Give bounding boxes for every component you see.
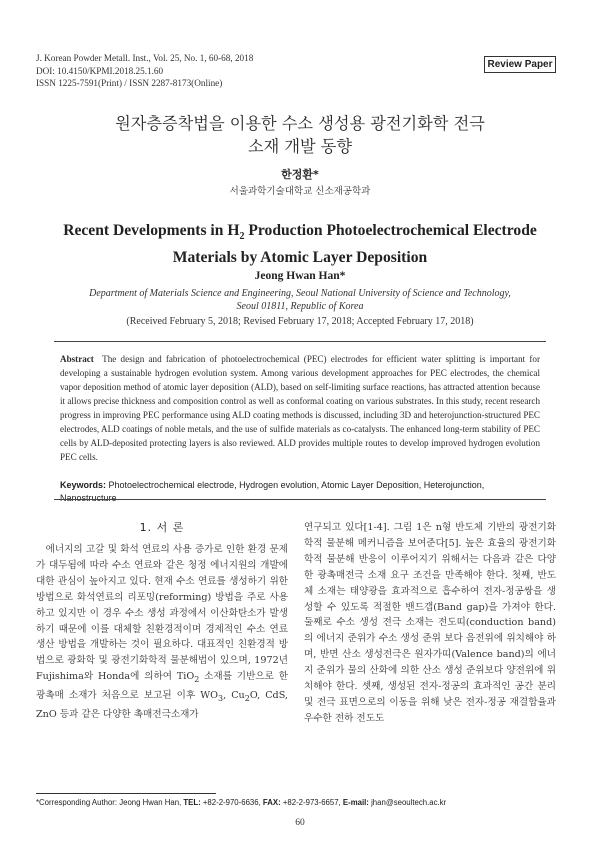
section-heading-introduction: 1. 서 론 (139, 521, 185, 534)
tio2-subscript: 2 (194, 675, 200, 685)
page-number: 60 (295, 818, 305, 828)
abstract (60, 352, 540, 464)
tel-value: +82-2-970-6636, (200, 798, 263, 807)
intro-text: 에너지의 고갈 및 화석 연료의 사용 증가로 인한 환경 문제가 대두됨에 따라 수소 연료와 같은 청정 에너지원의 개발에 대한 관심이 높아지고 있다. 현재 수소 연료를 생성하기 위한 방법으로 화석연료의 리포밍(reforming) 방법을 주로 사용하고 있지만 이 경우 수소 생성 과정에서 이산화탄소가 발생하기 때문에 이를 대체할 친환경적이며 경제적인 수소 연료 생산 방법을 개발하는 것이 필요하다. 대표적인 친환경적 방법으로 광화학 및 광전기화학적 물분해법이 있으며, 1972년 Fujishima와 Honda에 의하여 TiO (36, 544, 288, 683)
affiliation-line1: Department of Materials Science and Engineering, Seoul National University of Science and Technology, (89, 288, 511, 299)
abstract-top-rule (54, 341, 546, 342)
wo3-subscript: 3 (218, 693, 224, 703)
korean-title-line2: 소재 개발 동향 (247, 137, 353, 156)
abstract-text: The design and fabrication of photoelectrochemical (PEC) electrodes for efficient water splitting is important for developing a sustainable hydrogen evolution system. Among various development approaches for PEC electrodes, the chemical vapor deposition method of atomic layer deposition (ALD), based on self-limiting surface reactions, has attracted attention because it allows precise thickness and composition control as well as conformal coating on various substrates. In this study, recent research progress in improving PEC performance using ALD coating methods is discussed, including 3D and heterojunction-structured PEC electrodes, ALD coatings of noble metals, and the use of sulfide materials as co-catalysts. The enhanced long-term stability of PEC cells by ALD-deposited protecting layers is also reviewed. ALD provides multiple routes to develop improved hydrogen evolution PEC cells. (60, 354, 540, 462)
email-value: jhan@seoultech.ac.kr (368, 798, 447, 807)
corresponding-author-footnote (36, 798, 446, 807)
issn: ISSN 1225-7591(Print) / ISSN 2287-8173(Online) (36, 78, 223, 88)
h2-subscript: 2 (239, 231, 245, 243)
footnote-prefix: *Corresponding Author: Jeong Hwan Han, (36, 798, 184, 807)
affiliation-line2: Seoul 01811, Republic of Korea (236, 301, 364, 312)
keywords-text: Photoelectrochemical electrode, Hydrogen evolution, Atomic Layer Deposition, Heterojunction, Nanostructure (60, 480, 485, 503)
korean-affiliation: 서울과학기술대학교 신소재공학과 (229, 186, 371, 197)
right-column-text: 연구되고 있다[1-4]. 그림 1은 n형 반도체 기반의 광전기화학적 물분해 메커니즘을 보여준다[5]. 높은 효율의 광전기화학적 물분해 반응이 이루어지기 위해서는 다음과 같은 다양한 광촉매전극 소재 요구 조건을 만족해야 한다. 첫째, 반도체 소재는 태양광을 효과적으로 흡수하여 전자-정공쌍을 생성할 수 있도록 적절한 밴드갭(Band gap)을 가져야 한다. 둘째로 수소 생성 전극 소재는 전도띠(conduction band)의 에너지 준위가 수소 생성 준위 보다 음전위에 위치해야 하며, 반면 산소 생성전극은 원자가띠(Valence band)의 에너지 준위가 물의 산화에 의한 산소 생성 준위보다 양전위에 위치해야 한다. 셋째, 생성된 전자-정공의 효과적인 공간 분리 및 전극 표면으로의 이동을 위해 낮은 전자-정공 재결합율과 우수한 전하 전도도 (304, 522, 556, 724)
right-column (304, 520, 556, 727)
english-title-part2: Production Photoelectrochemical Electrode (244, 222, 537, 239)
keywords (60, 479, 540, 505)
intro-text-tail: O, CdS, ZnO 등과 같은 다양한 촉매전극소재가 (36, 690, 288, 720)
abstract-label: Abstract (60, 354, 94, 364)
left-column (36, 542, 288, 723)
journal-citation: J. Korean Powder Metall. Inst., Vol. 25, No. 1, 60-68, 2018 (36, 53, 254, 63)
intro-text-cont: 소재를 기반으로 한 광촉매 소재가 처음으로 보고된 이후 WO (36, 671, 288, 702)
cu2o-subscript: 2 (244, 693, 250, 703)
received-dates: (Received February 5, 2018; Revised February 17, 2018; Accepted February 17, 2018) (126, 316, 474, 327)
keywords-label: Keywords: (60, 480, 107, 490)
english-title-line1 (30, 220, 570, 247)
review-paper-badge: Review Paper (484, 56, 556, 73)
abstract-bottom-rule (54, 499, 546, 500)
cu-text: , Cu (223, 690, 245, 702)
english-title-line2: Materials by Atomic Layer Deposition (172, 249, 428, 267)
korean-title-line1: 원자층증착법을 이용한 수소 생성용 광전기화학 전극 (115, 114, 485, 133)
email-label: E-mail: (342, 798, 369, 807)
english-author: Jeong Hwan Han* (254, 270, 346, 282)
english-title (30, 220, 570, 268)
english-affiliation (40, 287, 560, 313)
fax-value: +82-2-973-6657, (280, 798, 343, 807)
intro-paragraph (36, 542, 288, 723)
journal-meta (36, 52, 253, 90)
tel-label: TEL: (183, 798, 201, 807)
footnote-rule (36, 793, 216, 794)
english-title-part1: Recent Developments in H (63, 222, 240, 239)
korean-title (40, 112, 560, 158)
korean-author: 한정환* (281, 168, 319, 181)
doi: DOI: 10.4150/KPMI.2018.25.1.60 (36, 65, 164, 76)
fax-label: FAX: (262, 798, 281, 807)
